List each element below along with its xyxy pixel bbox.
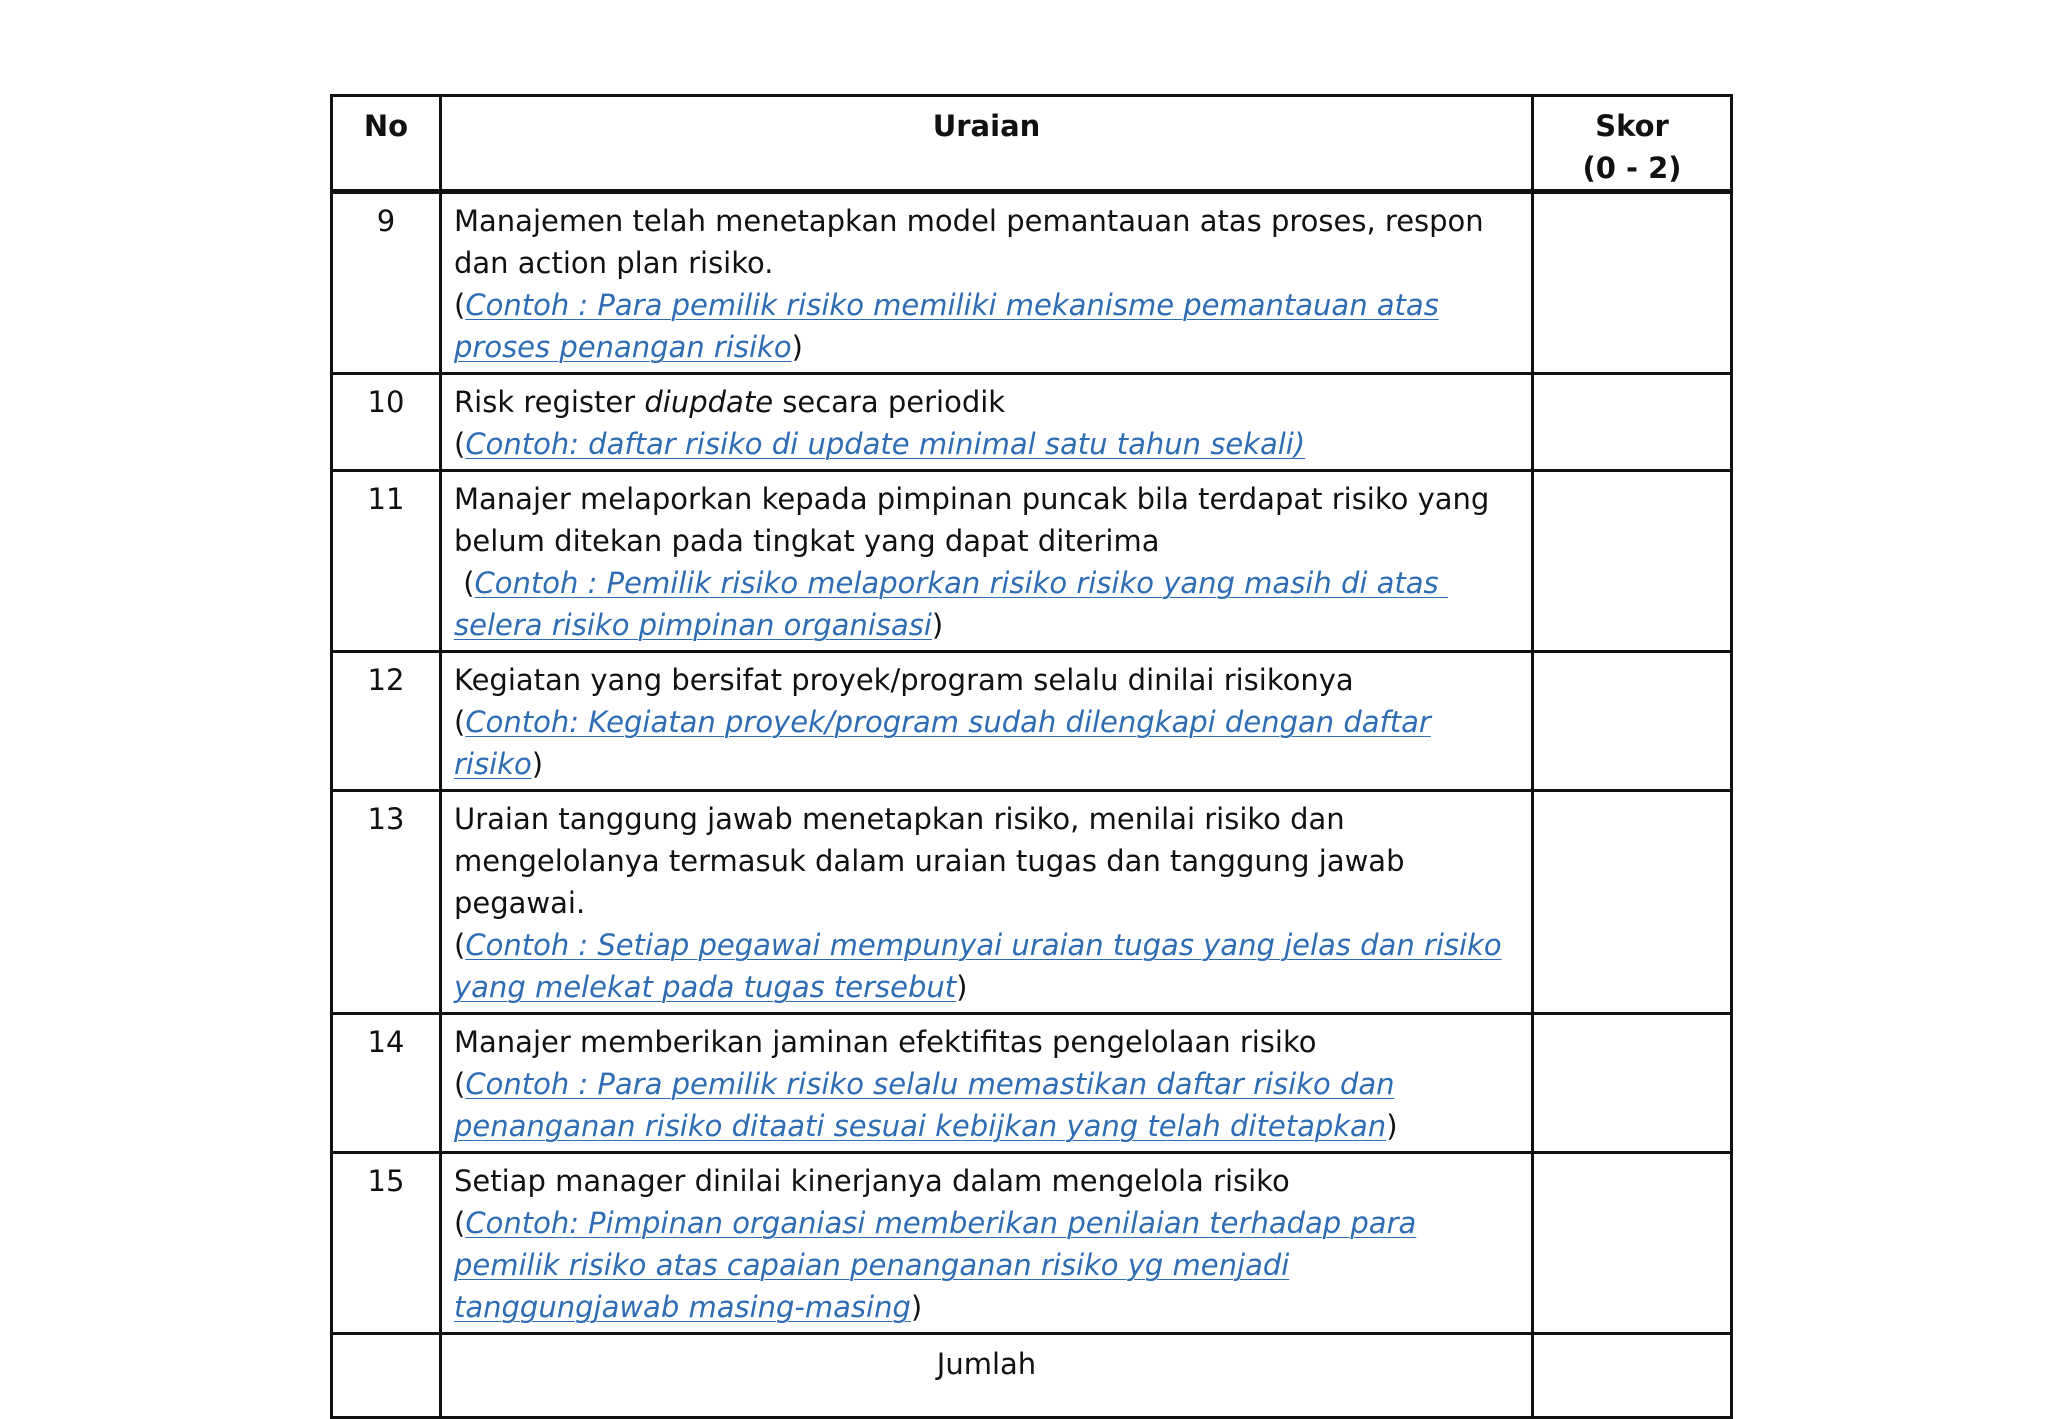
document-sheet <box>330 94 1730 1419</box>
total-label: Jumlah <box>441 1334 1533 1418</box>
example-line: (Contoh: Pimpinan organiasi memberikan penilaian terhadap para pemilik risiko atas capaian penanganan risiko yg menjadi tanggungjawab masing-masing) <box>454 1206 1417 1324</box>
row-number: 12 <box>332 652 441 791</box>
row-number: 9 <box>332 192 441 374</box>
risk-assessment-table <box>330 94 1733 1419</box>
header-row <box>332 96 1732 192</box>
example-text: Contoh : Pemilik risiko melaporkan risiko risiko yang masih di atas selera risiko pimpinan organisasi <box>454 566 1448 642</box>
table-row <box>332 791 1732 1014</box>
example-text: Contoh: Pimpinan organiasi memberikan penilaian terhadap para pemilik risiko atas capaian penanganan risiko yg menjadi tanggungjawab masing-masing <box>454 1206 1417 1324</box>
row-description <box>441 374 1533 471</box>
criterion-text: Uraian tanggung jawab menetapkan risiko, menilai risiko dan mengelolanya termasuk dalam uraian tugas dan tanggung jawab pegawai. <box>454 802 1405 920</box>
example-line: (Contoh : Pemilik risiko melaporkan risiko risiko yang masih di atas selera risiko pimpinan organisasi) <box>454 566 1448 642</box>
criterion-text: Setiap manager dinilai kinerjanya dalam mengelola risiko <box>454 1164 1290 1198</box>
row-description <box>441 652 1533 791</box>
example-text: Contoh : Para pemilik risiko memiliki mekanisme pemantauan atas proses penangan risiko <box>454 288 1439 364</box>
example-line: (Contoh : Para pemilik risiko selalu memastikan daftar risiko dan penanganan risiko ditaati sesuai kebijkan yang telah ditetapkan) <box>454 1067 1398 1143</box>
total-score-cell[interactable] <box>1533 1334 1732 1418</box>
header-skor-range: (0 - 2) <box>1582 151 1682 185</box>
row-number: 14 <box>332 1014 441 1153</box>
header-skor-label: Skor <box>1595 109 1669 143</box>
example-line: (Contoh : Setiap pegawai mempunyai uraian tugas yang jelas dan risiko yang melekat pada tugas tersebut) <box>454 928 1502 1004</box>
table-row <box>332 374 1732 471</box>
header-no: No <box>332 96 441 192</box>
row-number: 15 <box>332 1153 441 1334</box>
score-cell[interactable] <box>1533 471 1732 652</box>
total-number-cell <box>332 1334 441 1418</box>
score-cell[interactable] <box>1533 652 1732 791</box>
criterion-text: Risk register diupdate secara periodik <box>454 385 1006 419</box>
score-cell[interactable] <box>1533 192 1732 374</box>
row-description <box>441 1014 1533 1153</box>
row-description <box>441 471 1533 652</box>
criterion-text: Manajer memberikan jaminan efektifitas pengelolaan risiko <box>454 1025 1317 1059</box>
score-cell[interactable] <box>1533 1014 1732 1153</box>
example-line: (Contoh: Kegiatan proyek/program sudah dilengkapi dengan daftar risiko) <box>454 705 1431 781</box>
total-row <box>332 1334 1732 1418</box>
example-text: Contoh: Kegiatan proyek/program sudah dilengkapi dengan daftar risiko <box>454 705 1431 781</box>
row-description <box>441 1153 1533 1334</box>
row-number: 10 <box>332 374 441 471</box>
table-row <box>332 1153 1732 1334</box>
table-row <box>332 1014 1732 1153</box>
row-number: 11 <box>332 471 441 652</box>
example-text: Contoh: daftar risiko di update minimal satu tahun sekali) <box>465 427 1306 461</box>
score-cell[interactable] <box>1533 791 1732 1014</box>
row-number: 13 <box>332 791 441 1014</box>
header-skor <box>1533 96 1732 192</box>
score-cell[interactable] <box>1533 1153 1732 1334</box>
criterion-text: Kegiatan yang bersifat proyek/program selalu dinilai risikonya <box>454 663 1354 697</box>
table-row <box>332 192 1732 374</box>
row-description <box>441 192 1533 374</box>
table-row <box>332 471 1732 652</box>
header-uraian: Uraian <box>441 96 1533 192</box>
row-description <box>441 791 1533 1014</box>
criterion-text: Manajemen telah menetapkan model pemantauan atas proses, respon dan action plan risiko. <box>454 204 1484 280</box>
example-text: Contoh : Para pemilik risiko selalu memastikan daftar risiko dan penanganan risiko ditaati sesuai kebijkan yang telah ditetapkan <box>454 1067 1395 1143</box>
example-line: (Contoh : Para pemilik risiko memiliki mekanisme pemantauan atas proses penangan risiko) <box>454 288 1439 364</box>
example-text: Contoh : Setiap pegawai mempunyai uraian tugas yang jelas dan risiko yang melekat pada tugas tersebut <box>454 928 1502 1004</box>
table-row <box>332 652 1732 791</box>
example-line: (Contoh: daftar risiko di update minimal satu tahun sekali) <box>454 427 1306 461</box>
criterion-italic-term: diupdate <box>644 385 774 419</box>
criterion-text: Manajer melaporkan kepada pimpinan puncak bila terdapat risiko yang belum ditekan pada tingkat yang dapat diterima <box>454 482 1490 558</box>
score-cell[interactable] <box>1533 374 1732 471</box>
